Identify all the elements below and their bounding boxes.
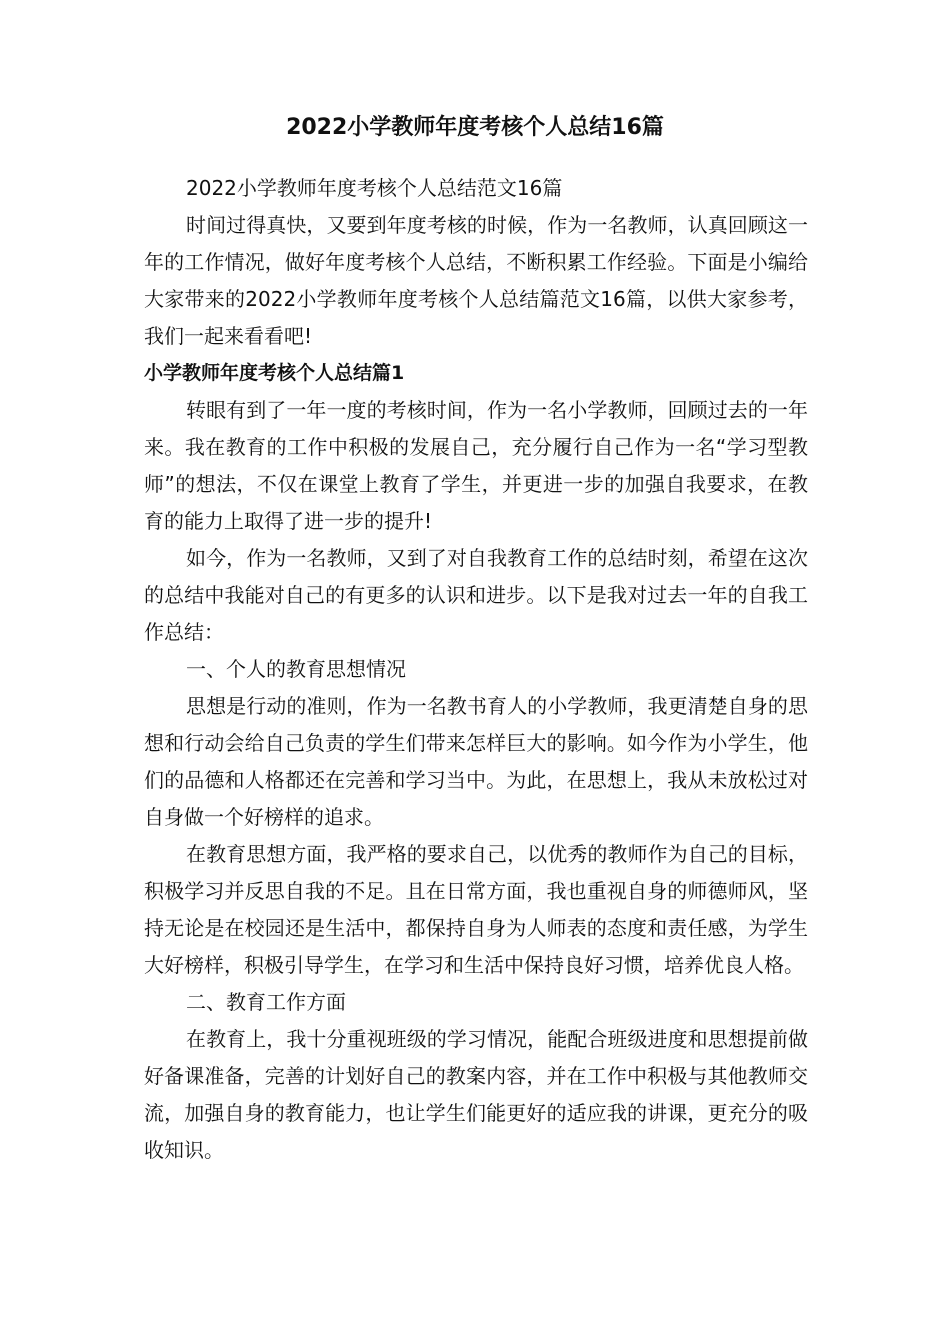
subheading-teaching-work: 二、教育工作方面	[186, 990, 346, 1014]
document-title: 2022小学教师年度考核个人总结16篇	[286, 115, 664, 140]
subheading-personal-thought: 一、个人的教育思想情况	[186, 657, 406, 681]
section-paragraph: 转眼有到了一年一度的考核时间，作为一名小学教师，回顾过去的一年来。我在教育的工作中积极的发展自己，充分履行自己作为一名“学习型教师”的想法，不仅在课堂上教育了学生，并更进一步的加强自我要求，在教育的能力上取得了进一步的提升!	[144, 398, 808, 533]
section-paragraph: 思想是行动的准则，作为一名教书育人的小学教师，我更清楚自身的思想和行动会给自己负责的学生们带来怎样巨大的影响。如今作为小学生，他们的品德和人格都还在完善和学习当中。为此，在思想上，我从未放松过对自身做一个好榜样的追求。	[144, 694, 808, 829]
section-paragraph: 在教育思想方面，我严格的要求自己，以优秀的教师作为自己的目标，积极学习并反思自我的不足。且在日常方面，我也重视自身的师德师风，坚持无论是在校园还是生活中，都保持自身为人师表的态度和责任感，为学生大好榜样，积极引导学生，在学习和生活中保持良好习惯，培养优良人格。	[144, 842, 808, 977]
section-heading: 小学教师年度考核个人总结篇1	[144, 362, 405, 384]
subtitle-paragraph: 2022小学教师年度考核个人总结范文16篇	[186, 176, 563, 200]
section-paragraph: 在教育上，我十分重视班级的学习情况，能配合班级进度和思想提前做好备课准备，完善的计划好自己的教案内容，并在工作中积极与其他教师交流，加强自身的教育能力，也让学生们能更好的适应我的讲课，更充分的吸收知识。	[144, 1027, 808, 1162]
intro-paragraph: 时间过得真快，又要到年度考核的时候，作为一名教师，认真回顾这一年的工作情况，做好年度考核个人总结，不断积累工作经验。下面是小编给大家带来的2022小学教师年度考核个人总结篇范文16篇，以供大家参考，我们一起来看看吧!	[144, 213, 808, 348]
section-paragraph: 如今，作为一名教师，又到了对自我教育工作的总结时刻，希望在这次的总结中我能对自己的有更多的认识和进步。以下是我对过去一年的自我工作总结：	[144, 546, 808, 644]
document-body	[144, 170, 808, 1169]
